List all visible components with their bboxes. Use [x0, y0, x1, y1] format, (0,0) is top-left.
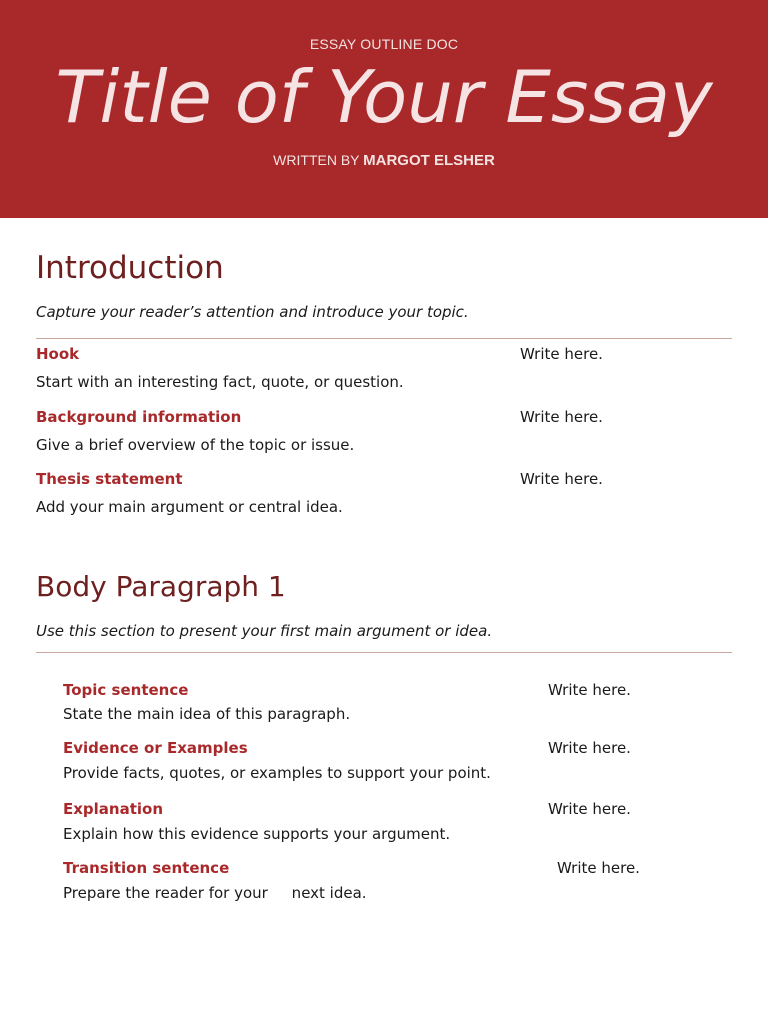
evidence-write-field[interactable]: Write here. — [548, 739, 631, 757]
explanation-description: Explain how this evidence supports your argument. — [63, 825, 451, 843]
explanation-label: Explanation — [63, 800, 164, 818]
body-paragraph-1-heading: Body Paragraph 1 — [36, 570, 286, 603]
evidence-label: Evidence or Examples — [63, 739, 248, 757]
hook-write-field[interactable]: Write here. — [520, 345, 603, 363]
introduction-intro: Capture your reader’s attention and introduce your topic. — [36, 303, 469, 321]
topic-sentence-label: Topic sentence — [63, 681, 189, 699]
author-name[interactable]: MARGOT ELSHER — [363, 152, 495, 169]
background-label: Background information — [36, 408, 242, 426]
body-paragraph-1-intro: Use this section to present your first main argument or idea. — [36, 622, 493, 640]
essay-title[interactable]: Title of Your Essay — [55, 55, 713, 139]
introduction-heading: Introduction — [36, 250, 224, 286]
hook-description: Start with an interesting fact, quote, or question. — [36, 373, 404, 391]
background-description: Give a brief overview of the topic or issue. — [36, 436, 355, 454]
body-paragraph-1-divider — [36, 652, 732, 653]
thesis-write-field[interactable]: Write here. — [520, 470, 603, 488]
introduction-divider — [36, 338, 732, 339]
topic-sentence-description: State the main idea of this paragraph. — [63, 705, 351, 723]
transition-label: Transition sentence — [63, 859, 230, 877]
topic-sentence-write-field[interactable]: Write here. — [548, 681, 631, 699]
header-banner — [0, 0, 768, 218]
hook-label: Hook — [36, 345, 80, 363]
thesis-description: Add your main argument or central idea. — [36, 498, 343, 516]
doc-label: ESSAY OUTLINE DOC — [309, 36, 459, 52]
explanation-write-field[interactable]: Write here. — [548, 800, 631, 818]
transition-description: Prepare the reader for your next idea. — [63, 884, 367, 902]
byline — [0, 152, 768, 169]
evidence-description: Provide facts, quotes, or examples to support your point. — [63, 764, 491, 782]
thesis-label: Thesis statement — [36, 470, 183, 488]
background-write-field[interactable]: Write here. — [520, 408, 603, 426]
byline-prefix: WRITTEN BY — [273, 152, 364, 168]
transition-write-field[interactable]: Write here. — [557, 859, 640, 877]
